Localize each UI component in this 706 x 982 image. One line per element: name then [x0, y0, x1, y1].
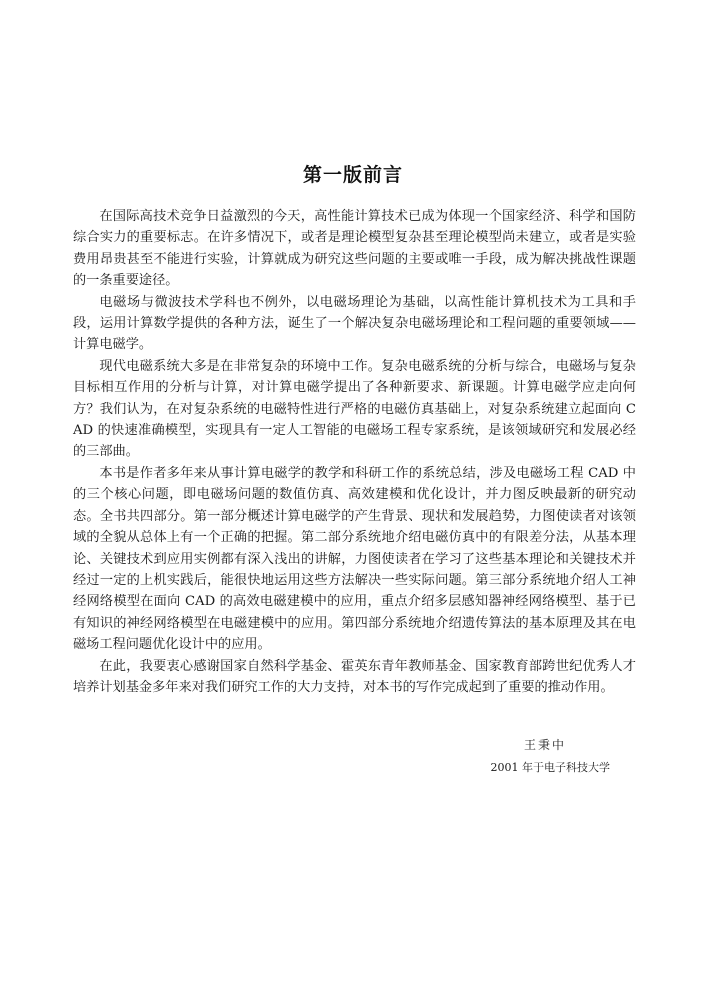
signature-date-place: 2001 年于电子科技大学: [490, 761, 610, 774]
preface-body: [73, 206, 636, 698]
paragraph-5: 在此，我要衷心感谢国家自然科学基金、霍英东青年教师基金、国家教育部跨世纪优秀人才培养计划基金多年来对我们研究工作的大力支持，对本书的写作完成起到了重要的推动作用。: [73, 658, 636, 695]
author-signature: 王秉中: [523, 738, 566, 752]
paragraph-1: 在国际高技术竞争日益激烈的今天，高性能计算技术已成为体现一个国家经济、科学和国防综合实力的重要标志。在许多情况下，或者是理论模型复杂甚至理论模型尚未建立，或者是实验费用昂贵甚至不能进行实验，计算就成为研究这些问题的主要或唯一手段，成为解决挑战性课题的一条重要途径。: [73, 209, 636, 289]
page-title: 第一版前言: [302, 164, 403, 186]
paragraph-3: 现代电磁系统大多是在非常复杂的环境中工作。复杂电磁系统的分析与综合，电磁场与复杂目标相互作用的分析与计算，对计算电磁学提出了各种新要求、新课题。计算电磁学应走向何方？我们认为，在对复杂系统的电磁特性进行严格的电磁仿真基础上，对复杂系统建立起面向 CAD 的快速准确模型，实现具有一定人工智能的电磁场工程专家系统，是该领域研究和发展必经的三部曲。: [73, 358, 636, 460]
paragraph-4: 本书是作者多年来从事计算电磁学的教学和科研工作的系统总结，涉及电磁场工程 CAD 中的三个核心问题，即电磁场问题的数值仿真、高效建模和优化设计，并力图反映最新的研究动态。全书共四部分。第一部分概述计算电磁学的产生背景、现状和发展趋势，力图使读者对该领域的全貌从总体上有一个正确的把握。第二部分系统地介绍电磁仿真中的有限差分法，从基本理论、关键技术到应用实例都有深入浅出的讲解，力图使读者在学习了这些基本理论和关键技术并经过一定的上机实践后，能很快地运用这些方法解决一些实际问题。第三部分系统地介绍人工神经网络模型在面向 CAD 的高效电磁建模中的应用，重点介绍多层感知器神经网络模型、基于已有知识的神经网络模型在电磁建模中的应用。第四部分系统地介绍遗传算法的基本原理及其在电磁场工程问题优化设计中的应用。: [73, 465, 636, 653]
paragraph-2: 电磁场与微波技术学科也不例外，以电磁场理论为基础，以高性能计算机技术为工具和手段，运用计算数学提供的各种方法，诞生了一个解决复杂电磁场理论和工程问题的重要领域——计算电磁学。: [73, 294, 636, 353]
